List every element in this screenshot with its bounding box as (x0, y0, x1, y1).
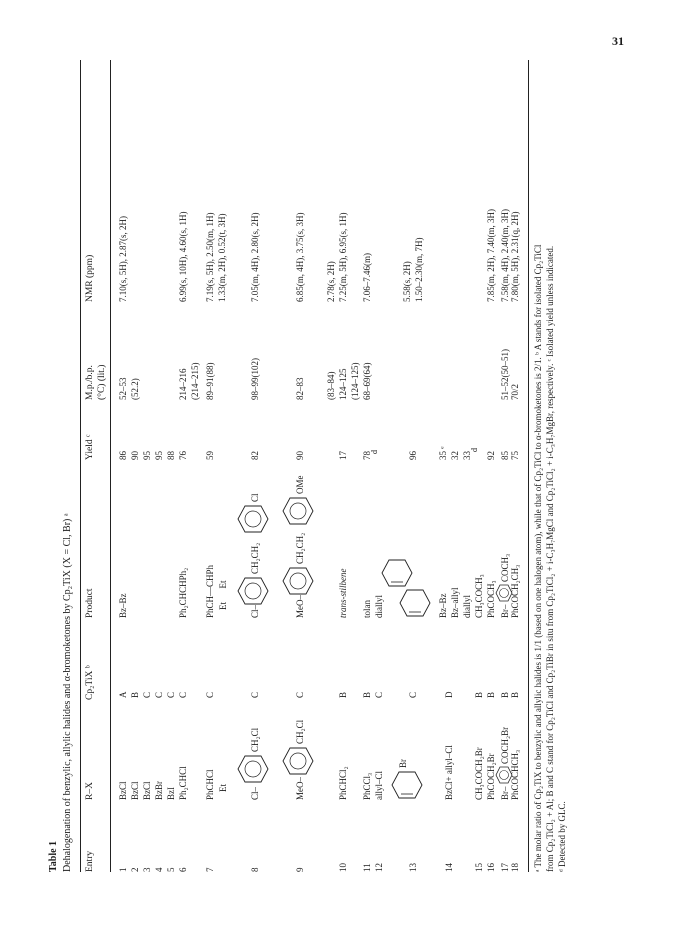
product-7: PhCH—CHPh (205, 564, 215, 618)
header-yield: Yield ᶜ (85, 434, 95, 460)
cp-7: C (205, 691, 215, 698)
nmr-10-b: 7.25(m, 5H), 6.95(s, 1H) (338, 212, 348, 302)
product-17-prefix: Br– (500, 604, 510, 618)
header-rule (110, 60, 111, 872)
yield-9: 90 (295, 451, 305, 460)
nmr-10-a: 2.78(s, 2H) (326, 261, 336, 302)
cp-16: B (486, 691, 496, 698)
rx-1: BzCl (118, 781, 128, 800)
cyclohexene-ring-icon (390, 770, 424, 800)
nmr-17: 7.58(m, 4H), 2.40(m, 3H) (500, 209, 510, 302)
mp-9: 82–83 (295, 377, 305, 400)
rx-15: CH₃COCH₂Br (474, 747, 484, 800)
rx-18: PhCOCHCH₃ (510, 749, 520, 800)
rx-4: BzBr (154, 781, 164, 800)
header-entry: Entry (85, 850, 95, 872)
product-14-b: Bz–allyl (450, 587, 460, 618)
nmr-11: 7.06–7.46(m) (362, 253, 372, 302)
entry-17: 17 (500, 863, 510, 872)
header-cp2tix: Cp₂TiX ᵇ (85, 665, 95, 700)
product-12: diallyl (374, 595, 384, 618)
entry-11: 11 (362, 863, 372, 872)
mp-8: 98–99(102) (250, 358, 260, 400)
entry-9: 9 (295, 867, 305, 872)
table-title: Table 1 (48, 840, 59, 872)
header-mp-lit: (°C) (lit.) (97, 364, 107, 400)
nmr-7-b: 1.33(m, 2H), 0.52(t, 3H) (217, 213, 227, 302)
benzene-ring-icon (281, 496, 315, 526)
rx-8-prefix: Cl– (250, 786, 260, 800)
yield-13: 96 (408, 451, 418, 460)
cyclohexene-ring-icon (398, 588, 432, 618)
yield-7: 59 (205, 451, 215, 460)
product-8-prefix: Cl– (250, 604, 260, 618)
footnote-d: ᵈ Detected by GLC. (557, 801, 568, 872)
yield-17: 85 (500, 451, 510, 460)
cp-4: C (154, 691, 164, 698)
rotated-table (40, 50, 610, 880)
product-14-c: diallyl (462, 595, 472, 618)
mp-7: 89–91(88) (205, 362, 215, 400)
product-15: CH₃COCH₃ (474, 574, 484, 618)
yield-11: 78 (362, 451, 372, 460)
yield-18: 75 (510, 451, 520, 460)
yield-8: 82 (250, 451, 260, 460)
entry-6: 6 (178, 867, 188, 872)
entry-2: 2 (130, 867, 140, 872)
product-9-prefix: MeO– (295, 595, 305, 618)
benzene-ring-icon (236, 754, 270, 784)
yield-14-c: 33 (462, 451, 472, 460)
rx-9-prefix: MeO– (295, 777, 305, 800)
benzene-ring-icon (281, 566, 315, 596)
rx-14: BzCl+ allyl–Cl (444, 745, 454, 800)
product-8-linker: CH₂CH₂ (250, 542, 260, 574)
entry-18: 18 (510, 863, 520, 872)
header-mp: M.p./b.p. (85, 365, 95, 400)
benzene-ring-icon (236, 504, 270, 534)
cp-12: C (374, 691, 384, 698)
cp-15: B (474, 691, 484, 698)
nmr-7: 7.19(s, 5H), 2.50(m, 1H) (205, 212, 215, 302)
product-18: PhCOCH₂CH₃ (510, 564, 520, 618)
bottom-rule (528, 60, 529, 872)
entry-12: 12 (374, 863, 384, 872)
entry-13: 13 (408, 863, 418, 872)
entry-1: 1 (118, 867, 128, 872)
yield-1: 86 (118, 451, 128, 460)
product-8-suffix: Cl (250, 493, 260, 502)
entry-16: 16 (486, 863, 496, 872)
mp-10-b: 124–125 (338, 368, 348, 400)
mp-6: 214–216 (178, 368, 188, 400)
cp-10: B (338, 691, 348, 698)
mp-17: 51–52(50–51) (500, 349, 510, 400)
header-product: Product (85, 588, 95, 618)
benzene-ring-icon (236, 576, 270, 606)
rx-7-substituent: Et (218, 784, 228, 792)
product-7-substituents: Et Et (218, 580, 228, 610)
footnote-a: ᵃ The molar ratio of Cp₂TiX to benzylic and allylic halides is 1/1 (based on one halogen atom), while that of Cp₂TiCl to α-bromoketones is 2/1. ᵇ A stands for isolated Cp₂TiCl (533, 244, 543, 872)
cp-5: C (166, 691, 176, 698)
mp-18: 70/2 (510, 383, 520, 400)
mp-10-c: (124–125) (350, 362, 360, 400)
rx-3: BzCl (142, 781, 152, 800)
nmr-13-b: 1.50–2.30(m, 7H) (414, 237, 424, 302)
rx-17-prefix: Br– (500, 786, 510, 800)
product-16: PhCOCH₃ (486, 580, 496, 618)
yield-4: 95 (154, 451, 164, 460)
benzene-ring-icon (281, 746, 315, 776)
cp-1: A (118, 691, 128, 698)
rx-17-suffix: COCH₂Br (500, 726, 510, 764)
yield-16: 92 (486, 451, 496, 460)
nmr-8: 7.05(m, 4H), 2.80(s, 2H) (250, 212, 260, 302)
cp-11: B (362, 691, 372, 698)
entry-3: 3 (142, 867, 152, 872)
mp-11: 68–69(64) (362, 362, 372, 400)
rx-2: BzCl (130, 781, 140, 800)
product-9-suffix: OMe (295, 475, 305, 494)
cp-17: B (500, 691, 510, 698)
cp-13: C (408, 691, 418, 698)
top-rule (80, 60, 81, 872)
rx-13-suffix: Br (398, 759, 408, 768)
product-6: Ph₂CHCHPh₂ (178, 567, 188, 618)
nmr-6: 6.99(s, 10H), 4.60(s, 1H) (178, 211, 188, 302)
entry-8: 8 (250, 867, 260, 872)
cp-3: C (142, 691, 152, 698)
yield-12: d (370, 450, 379, 454)
header-nmr: NMR (ppm) (85, 254, 95, 302)
entry-10: 10 (338, 863, 348, 872)
product-10: trans-stilbene (338, 568, 348, 618)
rx-10: PhCHCl₂ (338, 766, 348, 800)
mp-10-a: (83–84) (326, 371, 336, 400)
rx-12: allyl–Cl (374, 771, 384, 800)
yield-14-a: 35 ᵉ (438, 446, 448, 460)
table-caption: Dehalogenation of benzylic, allylic halides and α-bromoketones by Cp₂TiX (X = Cl, Br) ᵃ (62, 513, 73, 872)
rx-16: PhCOCH₂Br (486, 753, 496, 800)
entry-4: 4 (154, 867, 164, 872)
entry-5: 5 (166, 867, 176, 872)
cp-18: B (510, 691, 520, 698)
rx-6: Ph₂CHCl (178, 766, 188, 800)
nmr-9: 6.85(m, 4H), 3.75(s, 3H) (295, 212, 305, 302)
rx-9-suffix: CH₂Cl (295, 719, 305, 744)
cp-9: C (295, 691, 305, 698)
product-17-suffix: COCH₃ (500, 553, 510, 582)
yield-5: 88 (166, 451, 176, 460)
nmr-16: 7.85(m, 2H), 7.40(m, 3H) (486, 209, 496, 302)
header-rx: R–X (85, 782, 95, 800)
cyclohexene-ring-icon (380, 558, 414, 588)
mp-6-lit: (214–215) (190, 362, 200, 400)
rx-7: PhCHCl (205, 769, 215, 800)
footnote-b: from Cp₂TiCl₂ + Al; B and C stand for Cp₂TiCl and Cp₂TiBr in situ from Cp₂TiCl₂ + i-C₃H₇MgCl and Cp₂TiCl₂ + i-C₃H₇MgBr, respectively. ᶜ Isolated yield unless indicated. (545, 245, 556, 872)
entry-14: 14 (444, 863, 454, 872)
mp-1: 52–53 (118, 377, 128, 400)
cp-6: C (178, 691, 188, 698)
entry-7: 7 (205, 867, 215, 872)
table-footnotes (532, 60, 568, 872)
yield-14-b: 32 (450, 451, 460, 460)
nmr-13-a: 5.58(s, 2H) (402, 261, 412, 302)
entry-15: 15 (474, 863, 484, 872)
product-9-linker: CH₂CH₂ (295, 532, 305, 564)
yield-15: d (470, 448, 479, 452)
cp-2: B (130, 691, 140, 698)
yield-2: 90 (130, 451, 140, 460)
rx-11: PhCCl₃ (362, 772, 372, 800)
rx-5: BzI (166, 787, 176, 800)
mp-2: (52.2) (130, 378, 140, 400)
cp-8: C (250, 691, 260, 698)
product-14-a: Bz–Bz (438, 593, 448, 618)
yield-10: 17 (338, 451, 348, 460)
yield-3: 95 (142, 451, 152, 460)
product-11: tolan (362, 600, 372, 618)
yield-6: 76 (178, 451, 188, 460)
page-number: 31 (612, 34, 624, 48)
cp-14: D (444, 691, 454, 698)
product-1: Bz–Bz (118, 593, 128, 618)
rx-8-suffix: CH₂Cl (250, 727, 260, 752)
nmr-1: 7.10(s, 5H), 2.87(s, 2H) (118, 216, 128, 302)
nmr-18: 7.80(m, 5H), 2.31(q, 2H) (510, 211, 520, 302)
